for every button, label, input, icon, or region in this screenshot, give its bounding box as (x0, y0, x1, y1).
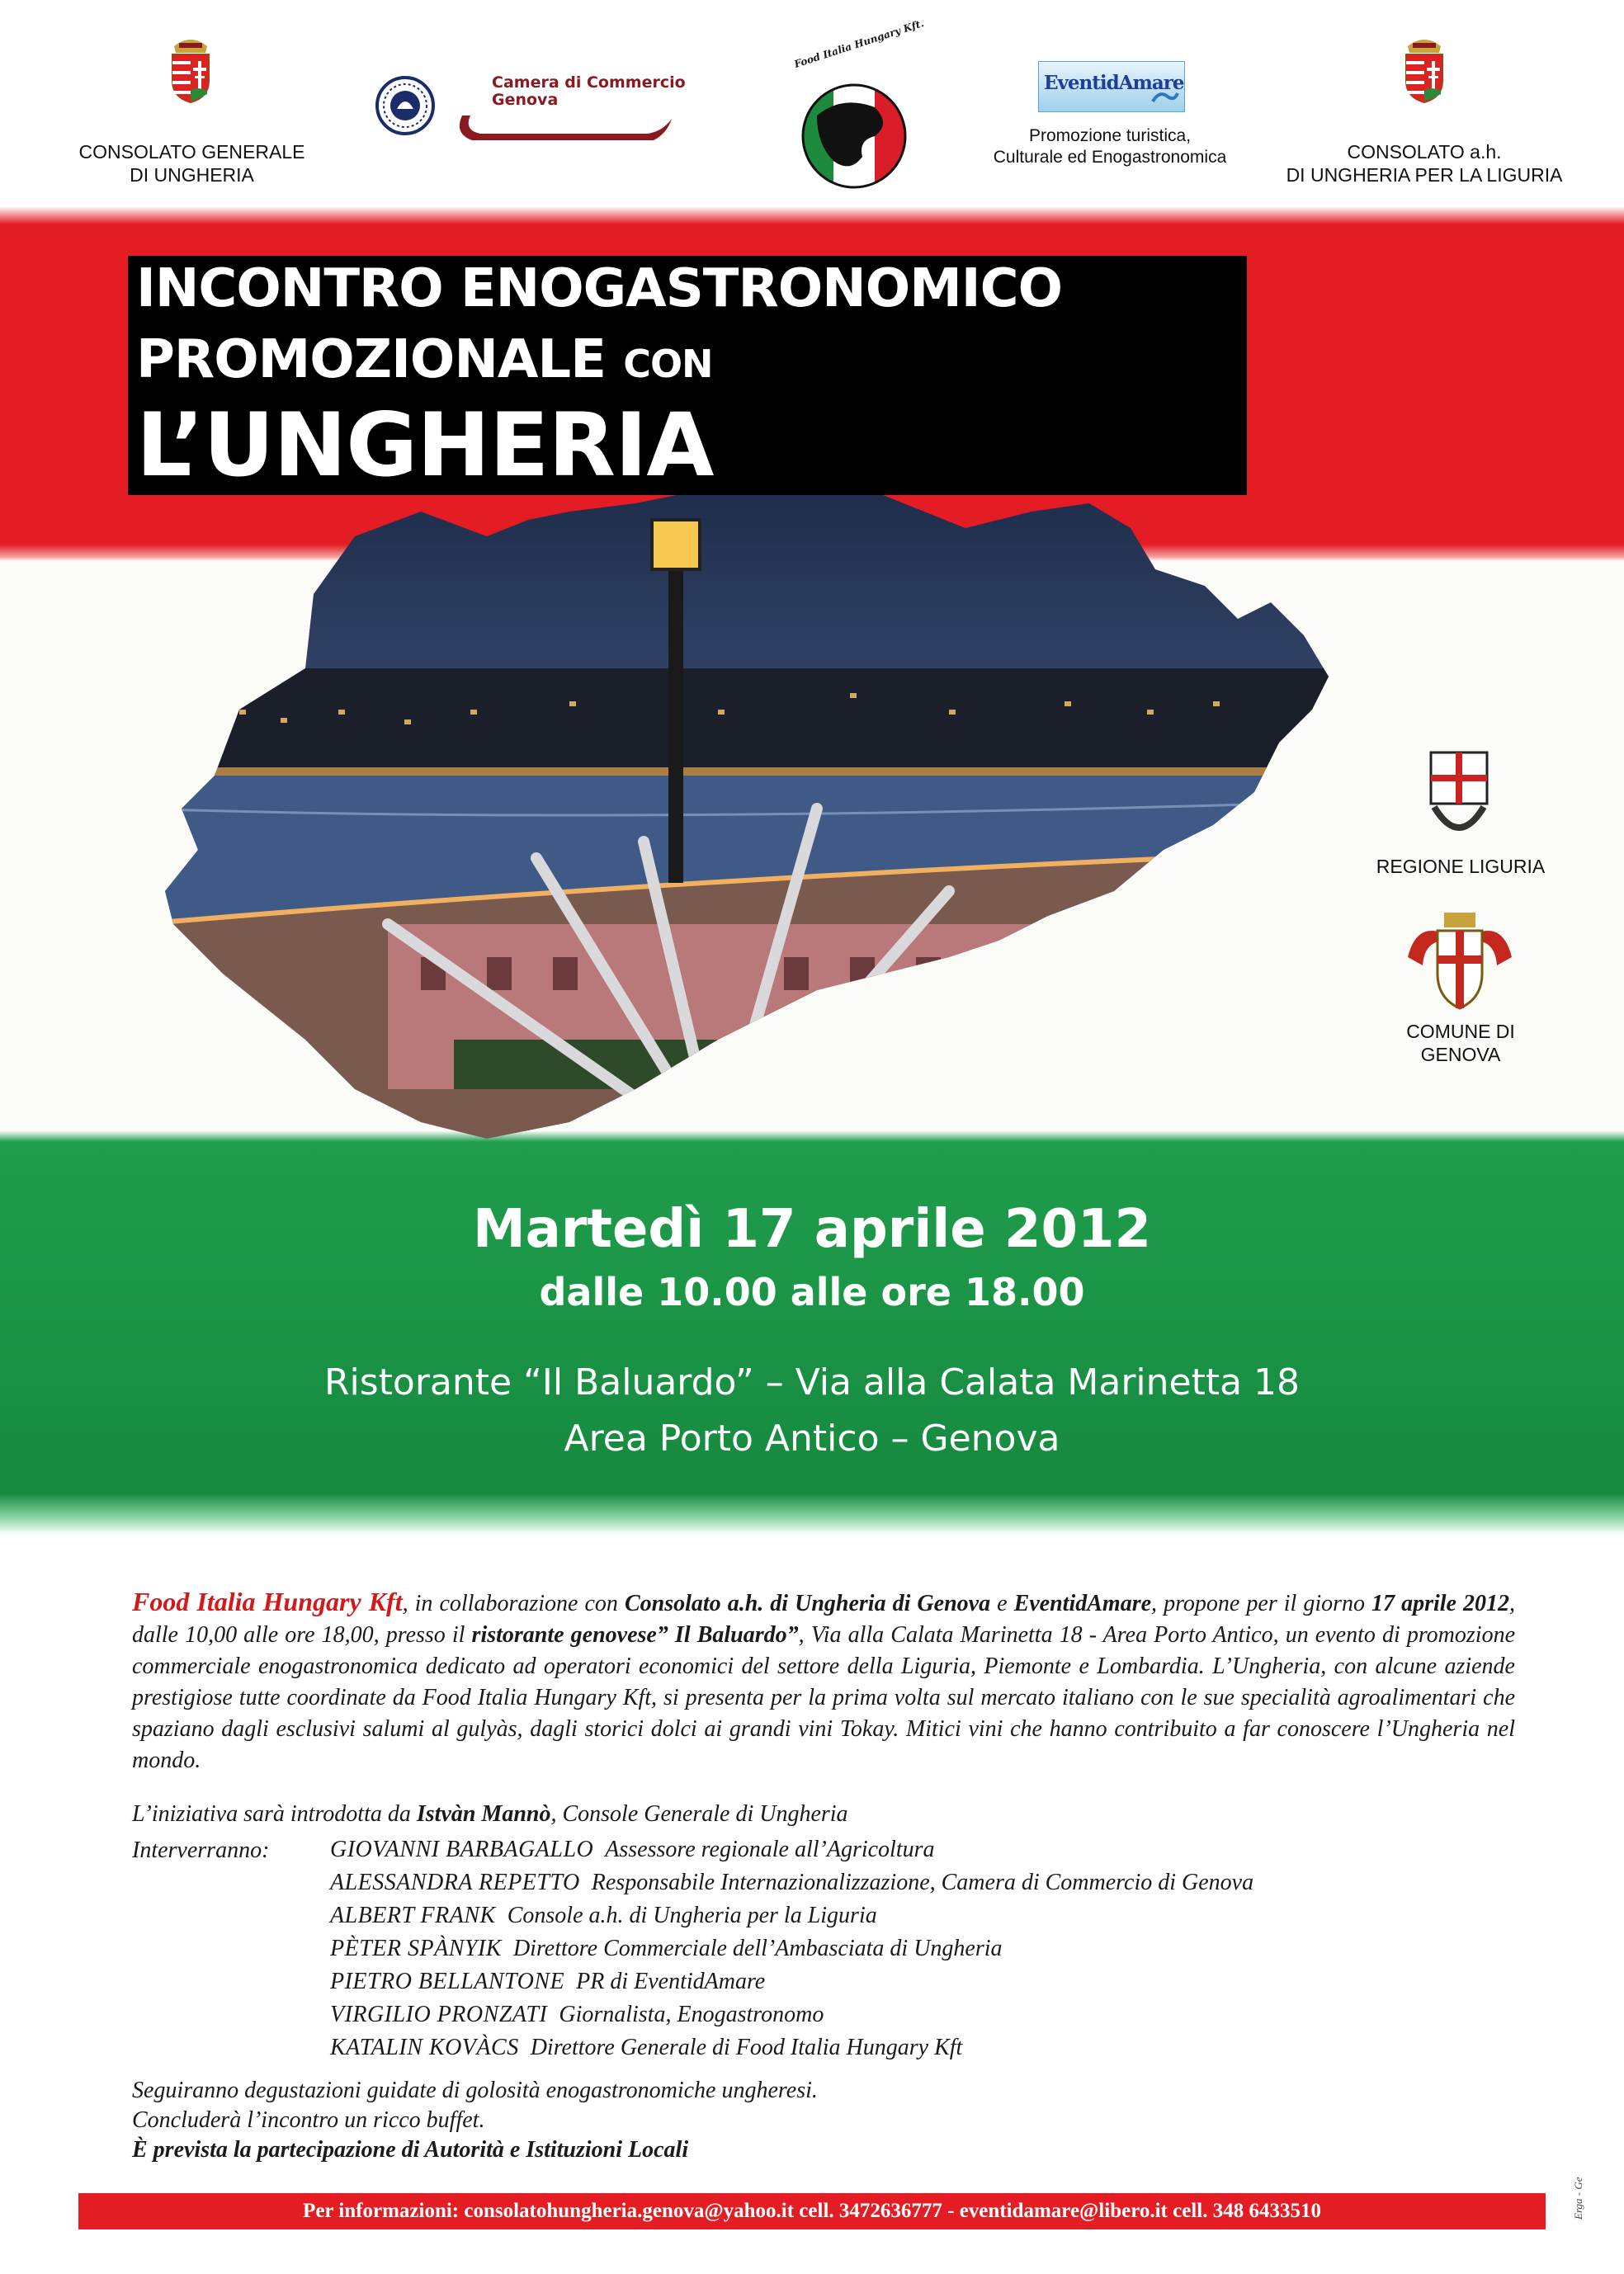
chamber-swoosh-icon (456, 109, 672, 145)
comune-genova-caption: COMUNE DI GENOVA (1406, 1021, 1515, 1065)
regione-liguria-logo-icon (1426, 749, 1492, 838)
consolato-generale-caption: CONSOLATO GENERALE DI UNGHERIA (78, 141, 305, 186)
speaker-row: PIETRO BELLANTONE PR di EventidAmare (330, 1969, 766, 1994)
consolato-ah-caption: CONSOLATO a.h. DI UNGHERIA PER LA LIGURIA (1286, 141, 1563, 186)
speaker-row: GIOVANNI BARBAGALLO Assessore regionale all’Agricoltura (330, 1837, 935, 1862)
event-venue-1: Ristorante “Il Baluardo” – Via alla Calata Marinetta 18 (323, 1361, 1301, 1404)
hungarian-crest-icon (168, 33, 214, 104)
event-date: Martedì 17 aprile 2012 (472, 1199, 1152, 1260)
regione-liguria-caption: REGIONE LIGURIA (1376, 856, 1546, 877)
title-line-2-main: PROMOZIONALE (136, 329, 606, 390)
speaker-row: ALBERT FRANK Console a.h. di Ungheria per la Liguria (330, 1903, 877, 1928)
wave-icon (1151, 87, 1179, 106)
speaker-row: VIRGILIO PRONZATI Giornalista, Enogastronomo (330, 2002, 824, 2027)
event-time: dalle 10.00 alle ore 18.00 (539, 1270, 1085, 1314)
eventidamare-logo (1038, 61, 1185, 112)
hungarian-crest-right-icon (1401, 33, 1447, 104)
contact-footer: Per informazioni: consolatohungheria.genova@yahoo.it cell. 3472636777 - eventidamare@libero.it cell. 348 6433510 (78, 2193, 1546, 2229)
side-credit: Erga - Ge (1572, 2177, 1584, 2220)
intro-paragraph: Food Italia Hungary Kft, in collaborazione con Consolato a.h. di Ungheria di Genova e EventidAmare, propone per il giorno 17 aprile 2012, dalle 10,00 alle ore 18,00, presso il ristorante genovese” Il Baluardo”, Via alla Calata Marinetta 18 - Area Porto Antico, un evento di promozione commerciale enogastronomica dedicato ad operatori economici del settore della Liguria, Piemonte e Lombardia. L’Ungheria, con alcune aziende prestigiose tutte coordinate da Food Italia Hungary Kft, si presenta per la prima volta sul mercato italiano con le sue specialità agroalimentari che spaziano dagli esclusivi salumi al gulyàs, dagli storici dolci ai grandi vini Tokay. Mitici vini che hanno contribuito a far conoscere l’Ungheria nel mondo. (132, 1587, 1516, 1773)
hungary-map-photo (140, 462, 1378, 1172)
closing-notes: Seguiranno degustazioni guidate di golosità enogastronomiche ungheresi. Concluderà l’incontro un ricco buffet. È prevista la partecipazione di Autorità e Istituzioni Locali (132, 2078, 818, 2163)
title-line-2 (136, 327, 713, 397)
speaker-row: ALESSANDRA REPETTO Responsabile Internazionalizzazione, Camera di Commercio di Genova (330, 1870, 1254, 1895)
title-line-3: L’UNGHERIA (136, 394, 714, 496)
chamber-seal-icon (375, 76, 435, 135)
title-line-2-small: CON (623, 342, 713, 386)
camera-commercio-text: Camera di Commercio Genova (492, 73, 686, 109)
speaker-row: KATALIN KOVÀCS Direttore Generale di Food Italia Hungary Kft (330, 2035, 963, 2060)
comune-genova-crest-icon (1400, 908, 1520, 1015)
introduced-by: L’iniziativa sarà introdotta da Istvàn Mannò, Console Generale di Ungheria (132, 1801, 848, 1827)
food-italia-logo-text: Food Italia Hungary Kft. (792, 17, 926, 71)
event-venue-2: Area Porto Antico – Genova (564, 1418, 1060, 1460)
food-italia-hungary-logo-icon (784, 58, 924, 190)
speaker-row: PÈTER SPÀNYIK Direttore Commerciale dell’Ambasciata di Ungheria (330, 1936, 1003, 1961)
eventidamare-caption: Promozione turistica, Culturale ed Enogastronomica (993, 126, 1227, 167)
title-line-1: INCONTRO ENOGASTRONOMICO (136, 258, 1062, 319)
header-logos (0, 0, 1624, 206)
organizer-name: Food Italia Hungary Kft (132, 1587, 403, 1616)
speakers-label: Interverranno: (132, 1838, 270, 1863)
eventidamare-logo-text: EventidAmare (1044, 72, 1184, 94)
flag-band-green (0, 1130, 1624, 1535)
